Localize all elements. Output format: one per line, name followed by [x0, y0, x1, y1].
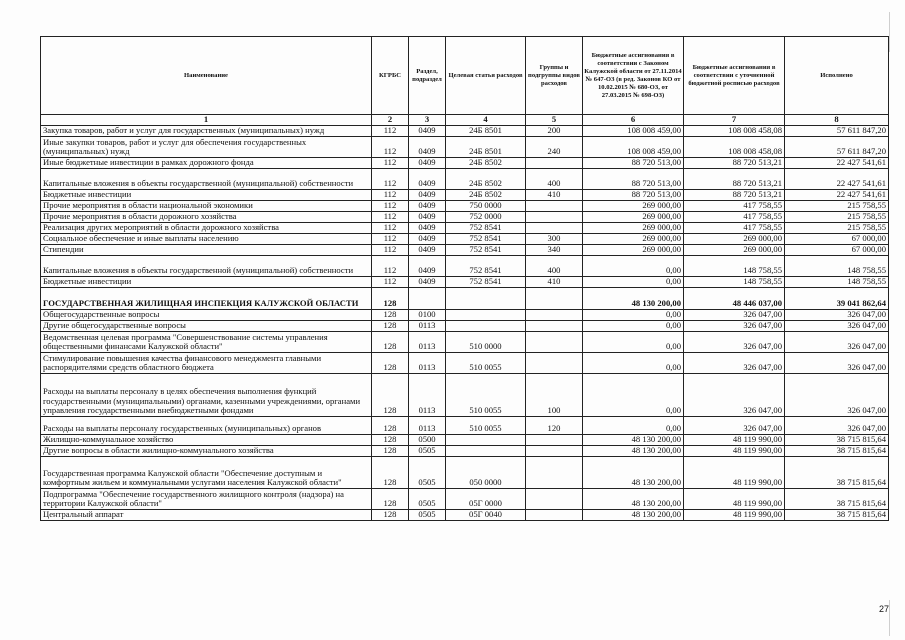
- row-kgrbs: 128: [372, 510, 409, 521]
- row-target: [446, 310, 526, 321]
- row-section: 0113: [409, 321, 446, 332]
- table-row: [41, 435, 889, 446]
- row-target: 24Б 8502: [446, 169, 526, 190]
- edge-mark: [889, 12, 890, 52]
- header-section: Раздел, подраздел: [409, 37, 446, 115]
- row-section: 0409: [409, 223, 446, 234]
- row-law: 48 130 200,00: [583, 435, 684, 446]
- row-refined: 88 720 513,21: [684, 190, 785, 201]
- row-target: [446, 446, 526, 457]
- table-row: [41, 234, 889, 245]
- row-law: 269 000,00: [583, 212, 684, 223]
- budget-table: [40, 36, 889, 521]
- row-refined: 88 720 513,21: [684, 158, 785, 169]
- column-number: 6: [583, 115, 684, 126]
- row-name: Социальное обеспечение и иные выплаты населению: [41, 234, 372, 245]
- row-target: 050 0000: [446, 457, 526, 489]
- row-refined: 48 119 990,00: [684, 489, 785, 510]
- column-number: 4: [446, 115, 526, 126]
- row-group: 300: [526, 234, 583, 245]
- row-target: 05Г 0040: [446, 510, 526, 521]
- table-row: [41, 245, 889, 256]
- header-target: Целевая статья расходов: [446, 37, 526, 115]
- row-group: 100: [526, 374, 583, 417]
- row-name: Общегосударственные вопросы: [41, 310, 372, 321]
- row-section: 0409: [409, 212, 446, 223]
- row-executed: 22 427 541,61: [785, 169, 889, 190]
- row-target: 752 8541: [446, 245, 526, 256]
- row-executed: 22 427 541,61: [785, 158, 889, 169]
- row-executed: 215 758,55: [785, 223, 889, 234]
- row-executed: 57 611 847,20: [785, 126, 889, 137]
- row-executed: 326 047,00: [785, 374, 889, 417]
- row-section: 0500: [409, 435, 446, 446]
- row-law: 269 000,00: [583, 201, 684, 212]
- row-name: Закупка товаров, работ и услуг для государственных (муниципальных) нужд: [41, 126, 372, 137]
- row-refined: 48 119 990,00: [684, 435, 785, 446]
- table-row: [41, 201, 889, 212]
- row-group: [526, 435, 583, 446]
- row-kgrbs: 112: [372, 212, 409, 223]
- row-law: 269 000,00: [583, 234, 684, 245]
- row-refined: 326 047,00: [684, 417, 785, 435]
- row-law: 48 130 200,00: [583, 457, 684, 489]
- row-group: 410: [526, 190, 583, 201]
- column-number: 5: [526, 115, 583, 126]
- table-row: [41, 190, 889, 201]
- row-kgrbs: 128: [372, 457, 409, 489]
- row-kgrbs: 128: [372, 310, 409, 321]
- row-refined: 417 758,55: [684, 212, 785, 223]
- row-name: Бюджетные инвестиции: [41, 190, 372, 201]
- row-target: 510 0055: [446, 353, 526, 374]
- row-kgrbs: 128: [372, 353, 409, 374]
- row-name: ГОСУДАРСТВЕННАЯ ЖИЛИЩНАЯ ИНСПЕКЦИЯ КАЛУЖСКОЙ ОБЛАСТИ: [41, 288, 372, 310]
- row-law: 108 008 459,00: [583, 137, 684, 158]
- row-target: 752 8541: [446, 256, 526, 277]
- row-law: 108 008 459,00: [583, 126, 684, 137]
- row-kgrbs: 112: [372, 256, 409, 277]
- row-group: [526, 223, 583, 234]
- row-kgrbs: 128: [372, 288, 409, 310]
- row-refined: 269 000,00: [684, 234, 785, 245]
- table-row: [41, 510, 889, 521]
- row-executed: 38 715 815,64: [785, 446, 889, 457]
- row-kgrbs: 128: [372, 417, 409, 435]
- row-law: 0,00: [583, 277, 684, 288]
- row-group: [526, 332, 583, 353]
- row-group: [526, 201, 583, 212]
- edge-mark: [889, 600, 890, 636]
- row-kgrbs: 112: [372, 201, 409, 212]
- row-target: 510 0000: [446, 332, 526, 353]
- header-name: Наименование: [41, 37, 372, 115]
- row-section: 0100: [409, 310, 446, 321]
- row-target: 752 0000: [446, 212, 526, 223]
- row-group: [526, 310, 583, 321]
- row-section: 0409: [409, 256, 446, 277]
- row-kgrbs: 128: [372, 321, 409, 332]
- row-target: 24Б 8502: [446, 190, 526, 201]
- row-kgrbs: 128: [372, 435, 409, 446]
- row-kgrbs: 112: [372, 190, 409, 201]
- row-section: 0409: [409, 201, 446, 212]
- row-refined: 48 119 990,00: [684, 457, 785, 489]
- table-row: [41, 353, 889, 374]
- row-target: 510 0055: [446, 417, 526, 435]
- row-group: [526, 158, 583, 169]
- row-executed: 148 758,55: [785, 256, 889, 277]
- row-refined: 269 000,00: [684, 245, 785, 256]
- row-kgrbs: 112: [372, 137, 409, 158]
- row-name: Реализация других мероприятий в области дорожного хозяйства: [41, 223, 372, 234]
- row-group: 400: [526, 256, 583, 277]
- column-number-row: [41, 115, 889, 126]
- header-refined: Бюджетные ассигнования в соответствии с уточненной бюджетной росписью расходов: [684, 37, 785, 115]
- row-refined: 148 758,55: [684, 277, 785, 288]
- row-kgrbs: 112: [372, 245, 409, 256]
- row-name: Иные бюджетные инвестиции в рамках дорожного фонда: [41, 158, 372, 169]
- row-target: 752 8541: [446, 223, 526, 234]
- row-name: Стимулирование повышения качества финансового менеджмента главными распорядителями средств областного бюджета: [41, 353, 372, 374]
- row-executed: 148 758,55: [785, 277, 889, 288]
- row-kgrbs: 112: [372, 126, 409, 137]
- row-law: 0,00: [583, 310, 684, 321]
- row-section: 0409: [409, 190, 446, 201]
- row-kgrbs: 128: [372, 446, 409, 457]
- row-name: Другие вопросы в области жилищно-коммунального хозяйства: [41, 446, 372, 457]
- row-section: 0113: [409, 417, 446, 435]
- row-refined: 88 720 513,21: [684, 169, 785, 190]
- table-row: [41, 126, 889, 137]
- column-number: 1: [41, 115, 372, 126]
- row-section: 0409: [409, 169, 446, 190]
- row-group: 120: [526, 417, 583, 435]
- page-number: 27: [879, 604, 890, 614]
- row-refined: 326 047,00: [684, 310, 785, 321]
- row-group: [526, 353, 583, 374]
- row-group: [526, 321, 583, 332]
- table-row: [41, 457, 889, 489]
- row-kgrbs: 112: [372, 158, 409, 169]
- row-executed: 38 715 815,64: [785, 457, 889, 489]
- row-group: [526, 457, 583, 489]
- row-kgrbs: 112: [372, 234, 409, 245]
- row-name: Капитальные вложения в объекты государственной (муниципальной) собственности: [41, 256, 372, 277]
- row-section: 0505: [409, 510, 446, 521]
- row-law: 88 720 513,00: [583, 169, 684, 190]
- row-name: Расходы на выплаты персоналу в целях обеспечения выполнения функций государственными (муниципальными) органами, казенными учреждениями, органами управления государственными внебюджетными фондами: [41, 374, 372, 417]
- row-target: [446, 435, 526, 446]
- row-refined: 417 758,55: [684, 223, 785, 234]
- row-group: 340: [526, 245, 583, 256]
- table-row: [41, 374, 889, 417]
- row-refined: 326 047,00: [684, 321, 785, 332]
- table-row: [41, 417, 889, 435]
- row-name: Стипендии: [41, 245, 372, 256]
- column-number: 7: [684, 115, 785, 126]
- row-law: 0,00: [583, 321, 684, 332]
- header-law: Бюджетные ассигнования в соответствии с Законом Калужской области от 27.11.2014 № 647-ОЗ (в ред. Законов КО от 10.02.2015 № 680-ОЗ, от 27.03.2015 № 698-ОЗ): [583, 37, 684, 115]
- row-executed: 67 000,00: [785, 234, 889, 245]
- row-name: Ведомственная целевая программа "Совершенствование системы управления общественными финансами Калужской области": [41, 332, 372, 353]
- table-row: [41, 277, 889, 288]
- row-refined: 417 758,55: [684, 201, 785, 212]
- row-group: 400: [526, 169, 583, 190]
- row-section: 0409: [409, 234, 446, 245]
- row-refined: 48 119 990,00: [684, 510, 785, 521]
- table-row: [41, 489, 889, 510]
- row-name: Жилищно-коммунальное хозяйство: [41, 435, 372, 446]
- table-body: [41, 126, 889, 521]
- table-row: [41, 212, 889, 223]
- row-target: 510 0055: [446, 374, 526, 417]
- row-refined: 48 446 037,00: [684, 288, 785, 310]
- row-section: 0409: [409, 158, 446, 169]
- row-executed: 326 047,00: [785, 332, 889, 353]
- row-executed: 326 047,00: [785, 321, 889, 332]
- table-row: [41, 332, 889, 353]
- row-name: Расходы на выплаты персоналу государственных (муниципальных) органов: [41, 417, 372, 435]
- row-target: 752 8541: [446, 277, 526, 288]
- row-group: [526, 288, 583, 310]
- row-group: 410: [526, 277, 583, 288]
- row-executed: 57 611 847,20: [785, 137, 889, 158]
- row-name: Прочие мероприятия в области дорожного хозяйства: [41, 212, 372, 223]
- row-executed: 67 000,00: [785, 245, 889, 256]
- table-row: [41, 310, 889, 321]
- row-target: 750 0000: [446, 201, 526, 212]
- row-target: 24Б 8501: [446, 126, 526, 137]
- row-executed: 326 047,00: [785, 353, 889, 374]
- row-law: 0,00: [583, 374, 684, 417]
- row-group: [526, 510, 583, 521]
- row-section: 0409: [409, 245, 446, 256]
- row-section: 0505: [409, 457, 446, 489]
- row-refined: 108 008 458,08: [684, 137, 785, 158]
- row-section: 0409: [409, 137, 446, 158]
- header-executed: Исполнено: [785, 37, 889, 115]
- row-target: 24Б 8501: [446, 137, 526, 158]
- column-number: 3: [409, 115, 446, 126]
- row-law: 0,00: [583, 417, 684, 435]
- row-target: [446, 288, 526, 310]
- row-name: Другие общегосударственные вопросы: [41, 321, 372, 332]
- row-executed: 38 715 815,64: [785, 435, 889, 446]
- header-groups: Группы и подгруппы видов расходов: [526, 37, 583, 115]
- row-executed: 39 041 862,64: [785, 288, 889, 310]
- row-section: 0505: [409, 446, 446, 457]
- table-row: [41, 256, 889, 277]
- row-kgrbs: 128: [372, 489, 409, 510]
- column-number: 8: [785, 115, 889, 126]
- row-law: 88 720 513,00: [583, 190, 684, 201]
- row-group: 200: [526, 126, 583, 137]
- row-target: 24Б 8502: [446, 158, 526, 169]
- row-kgrbs: 128: [372, 374, 409, 417]
- row-law: 269 000,00: [583, 245, 684, 256]
- row-refined: 108 008 458,08: [684, 126, 785, 137]
- row-law: 0,00: [583, 256, 684, 277]
- row-group: [526, 489, 583, 510]
- row-kgrbs: 112: [372, 169, 409, 190]
- row-target: 752 8541: [446, 234, 526, 245]
- row-executed: 22 427 541,61: [785, 190, 889, 201]
- row-kgrbs: 112: [372, 277, 409, 288]
- row-name: Иные закупки товаров, работ и услуг для обеспечения государственных (муниципальных) нужд: [41, 137, 372, 158]
- header-kgrbs: КГРБС: [372, 37, 409, 115]
- table-row: [41, 288, 889, 310]
- row-section: 0409: [409, 126, 446, 137]
- row-executed: 38 715 815,64: [785, 489, 889, 510]
- row-section: [409, 288, 446, 310]
- row-law: 269 000,00: [583, 223, 684, 234]
- column-number: 2: [372, 115, 409, 126]
- row-refined: 48 119 990,00: [684, 446, 785, 457]
- row-group: 240: [526, 137, 583, 158]
- table-row: [41, 169, 889, 190]
- row-refined: 148 758,55: [684, 256, 785, 277]
- row-law: 0,00: [583, 332, 684, 353]
- row-kgrbs: 112: [372, 223, 409, 234]
- row-executed: 215 758,55: [785, 212, 889, 223]
- row-name: Центральный аппарат: [41, 510, 372, 521]
- row-section: 0505: [409, 489, 446, 510]
- row-kgrbs: 128: [372, 332, 409, 353]
- row-law: 48 130 200,00: [583, 510, 684, 521]
- row-refined: 326 047,00: [684, 374, 785, 417]
- row-group: [526, 212, 583, 223]
- row-name: Капитальные вложения в объекты государственной (муниципальной) собственности: [41, 169, 372, 190]
- row-executed: 326 047,00: [785, 310, 889, 321]
- row-refined: 326 047,00: [684, 332, 785, 353]
- row-section: 0113: [409, 374, 446, 417]
- row-refined: 326 047,00: [684, 353, 785, 374]
- row-law: 48 130 200,00: [583, 489, 684, 510]
- table-row: [41, 223, 889, 234]
- row-executed: 326 047,00: [785, 417, 889, 435]
- row-name: Прочие мероприятия в области национальной экономики: [41, 201, 372, 212]
- row-law: 48 130 200,00: [583, 446, 684, 457]
- table-row: [41, 321, 889, 332]
- row-target: 05Г 0000: [446, 489, 526, 510]
- row-name: Подпрограмма "Обеспечение государственного жилищного контроля (надзора) на территории Калужской области": [41, 489, 372, 510]
- table-row: [41, 446, 889, 457]
- row-target: [446, 321, 526, 332]
- table-row: [41, 137, 889, 158]
- row-name: Государственная программа Калужской области "Обеспечение доступным и комфортным жильем и коммунальными услугами населения Калужской области": [41, 457, 372, 489]
- row-section: 0113: [409, 332, 446, 353]
- header-row: [41, 37, 889, 115]
- table-row: [41, 158, 889, 169]
- row-executed: 215 758,55: [785, 201, 889, 212]
- row-section: 0113: [409, 353, 446, 374]
- row-name: Бюджетные инвестиции: [41, 277, 372, 288]
- row-law: 0,00: [583, 353, 684, 374]
- row-section: 0409: [409, 277, 446, 288]
- row-group: [526, 446, 583, 457]
- row-law: 88 720 513,00: [583, 158, 684, 169]
- row-executed: 38 715 815,64: [785, 510, 889, 521]
- row-law: 48 130 200,00: [583, 288, 684, 310]
